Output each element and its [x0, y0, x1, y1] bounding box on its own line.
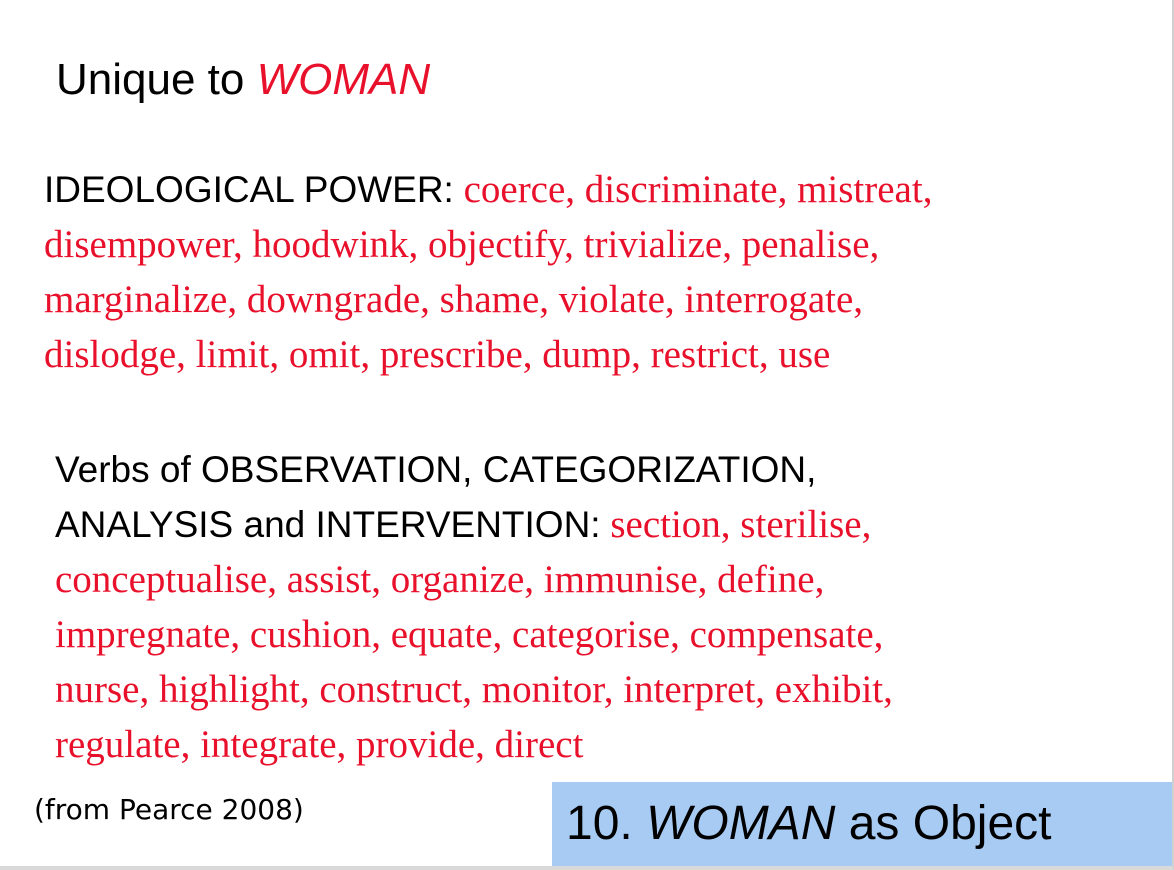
slide-title — [56, 52, 430, 108]
label-rest: as Object — [835, 797, 1052, 850]
ideological-terms-1: coerce, discriminate, mistreat, — [463, 168, 933, 211]
observation-verbs-block — [55, 442, 893, 772]
ideological-terms-4: dislodge, limit, omit, prescribe, dump, restrict, use — [44, 333, 831, 376]
ideological-terms-2: disempower, hoodwink, objectify, trivialize, penalise, — [44, 223, 880, 266]
title-accent: WOMAN — [256, 55, 431, 104]
label-number: 10. — [566, 797, 647, 850]
observation-terms-1: section, sterilise, — [610, 503, 872, 546]
observation-terms-5: regulate, integrate, provide, direct — [55, 723, 584, 766]
slide-label — [566, 794, 1051, 854]
ideological-power-block — [44, 162, 932, 382]
observation-terms-3: impregnate, cushion, equate, categorise, compensate, — [55, 613, 884, 656]
observation-heading-line-2: ANALYSIS and INTERVENTION: — [55, 504, 601, 545]
observation-line-2 — [55, 497, 893, 552]
title-prefix: Unique to — [56, 55, 257, 104]
ideological-terms-3: marginalize, downgrade, shame, violate, interrogate, — [44, 278, 864, 321]
observation-heading-line-1: Verbs of OBSERVATION, CATEGORIZATION, — [55, 449, 817, 490]
observation-terms-2: conceptualise, assist, organize, immunise, define, — [55, 558, 825, 601]
ideological-heading: IDEOLOGICAL POWER: — [44, 169, 454, 210]
label-italic: WOMAN — [646, 797, 836, 850]
source-citation: (from Pearce 2008) — [34, 793, 304, 826]
observation-terms-4: nurse, highlight, construct, monitor, interpret, exhibit, — [55, 668, 893, 711]
ideological-line-1 — [44, 162, 932, 217]
slide-label-box — [552, 782, 1172, 866]
